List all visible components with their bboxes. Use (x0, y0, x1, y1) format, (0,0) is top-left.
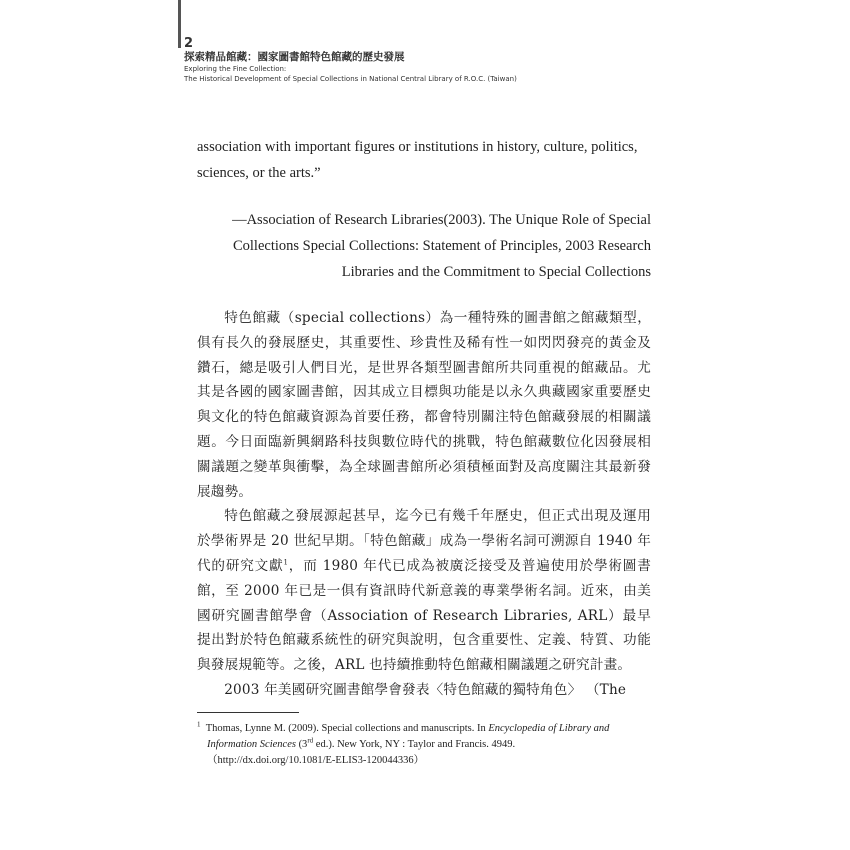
footnote-doi-link[interactable]: （http://dx.doi.org/10.1081/E-ELIS3-120044336） (207, 755, 425, 766)
quote-text (197, 134, 651, 186)
attribution-line-3: Libraries and the Commitment to Special Collections (341, 264, 651, 280)
footnote-book-title: Encyclopedia of Library and (488, 723, 610, 734)
paragraph-2-text-a: 特色館藏之發展源起甚早，迄今已有幾千年歷史，但正式出現及運用於學術界是 20 世紀早期。「特色館藏」成為一學術名詞可溯源自 1940 年代的研究文獻 (197, 508, 651, 574)
paragraph-2-text-b: ，而 1980 年代已成為被廣泛接受及普遍使用於學術圖書館，至 2000 年已是一俱有資訊時代新意義的專業學術名詞。近來，由美國研究圖書館學會（Association of Research Libraries, ARL）最早提出對於特色館藏系統性的研究與說明，包含重要性、定義、特質、功能與發展規範等。之後，ARL 也持續推動特色館藏相關議題之研究計畫。 (197, 557, 651, 674)
quote-attribution (197, 207, 651, 285)
footnote-line-1 (197, 721, 651, 737)
footnote-citation-text: Thomas, Lynne M. (2009). Special collections and manuscripts. In (205, 723, 489, 734)
footnote (197, 721, 651, 769)
main-content (197, 134, 651, 703)
footnote-book-title-cont: Information Sciences (207, 739, 296, 750)
body-paragraph-2 (197, 504, 651, 678)
attribution-line-2: Collections Special Collections: Statement of Principles, 2003 Research (232, 238, 651, 254)
header-title-chinese: 探索精品館藏：國家圖書館特色館藏的歷史發展 (184, 51, 405, 63)
header-title-english-1: Exploring the Fine Collection: (184, 65, 287, 73)
body-paragraph-1: 特色館藏（special collections）為一種特殊的圖書館之館藏類型，俱有長久的發展歷史，其重要性、珍貴性及稀有性一如閃閃發亮的黃金及鑽石，總是吸引人們目光，是世界各類型圖書館所共同重視的館藏品。尤其是各國的國家圖書館，因其成立目標與功能是以永久典藏國家重要歷史與文化的特色館藏資源為首要任務，都會特別關注特色館藏發展的相關議題。今日面臨新興網路科技與數位時代的挑戰，特色館藏數位化因發展相關議題之變革與衝擊，為全球圖書館所必須積極面對及高度關注其最新發展趨勢。 (197, 310, 651, 500)
footnote-marker: 1 (197, 720, 201, 729)
footnote-edition-sup: rd (307, 736, 314, 745)
footnote-reference[interactable]: 1 (283, 558, 289, 567)
footnote-divider (197, 712, 299, 713)
attribution-line-1: —Association of Research Libraries(2003). The Unique Role of Special (232, 212, 651, 228)
footnote-line-2 (197, 737, 651, 753)
body-paragraph-3: 2003 年美國研究圖書館學會發表〈特色館藏的獨特角色〉 （The (224, 681, 627, 698)
running-header (184, 36, 644, 84)
footnote-publisher-text: ed.). New York, NY : Taylor and Francis. 4949. (313, 739, 516, 750)
quote-line-1: association with important figures or institutions in history, culture, politics, (197, 139, 638, 155)
header-vertical-rule (178, 0, 181, 48)
page-number: 2 (184, 36, 194, 51)
header-title-english-2: The Historical Development of Special Collections in National Central Library of R.O.C. (Taiwan) (184, 75, 517, 83)
footnote-edition-text: (3 (295, 739, 308, 750)
quote-line-2: sciences, or the arts.” (197, 165, 321, 181)
